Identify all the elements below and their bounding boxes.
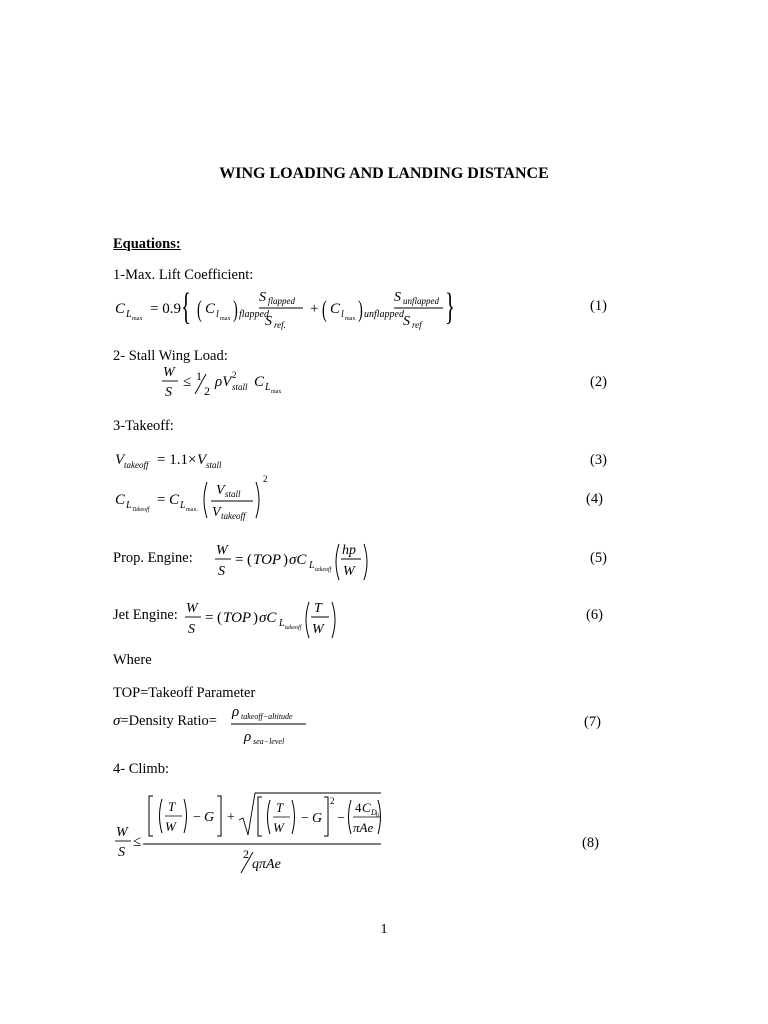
svg-text:sea−level: sea−level (253, 737, 285, 746)
section-stall-heading: 2- Stall Wing Load: (113, 348, 228, 364)
svg-text:S: S (188, 622, 195, 637)
equation-5 (213, 538, 373, 582)
equation-6 (183, 596, 343, 640)
svg-text:stall: stall (232, 382, 248, 392)
svg-text:=: = (235, 552, 244, 568)
svg-text:max: max (220, 316, 231, 322)
svg-text:ρ: ρ (232, 704, 240, 720)
equation-number-3: (3) (590, 452, 607, 468)
svg-text:S: S (394, 290, 401, 305)
svg-text:G: G (312, 811, 323, 826)
svg-text:S: S (118, 845, 125, 860)
page-title: WING LOADING AND LANDING DISTANCE (219, 165, 549, 182)
svg-text:L: L (309, 560, 315, 571)
section-lift-heading: 1-Max. Lift Coefficient: (113, 267, 254, 283)
svg-text:ρ: ρ (244, 729, 252, 745)
svg-text:W: W (312, 622, 324, 637)
svg-text:qπAe: qπAe (252, 857, 281, 872)
svg-text:W: W (116, 825, 128, 840)
svg-text:= 0.9: = 0.9 (150, 301, 181, 317)
svg-text:−: − (337, 811, 345, 826)
svg-text:+: + (227, 810, 235, 825)
svg-text:C: C (169, 492, 180, 508)
svg-text:C: C (330, 301, 341, 317)
svg-text:0: 0 (376, 813, 379, 819)
svg-text:T: T (314, 601, 322, 616)
svg-text:unflapped: unflapped (364, 309, 404, 320)
svg-text:T: T (276, 800, 284, 815)
equation-1 (113, 283, 473, 333)
svg-text:L: L (126, 500, 132, 511)
svg-text:stall: stall (206, 460, 222, 470)
svg-text:4: 4 (355, 800, 362, 815)
svg-text:W: W (216, 543, 228, 558)
svg-text:≤: ≤ (133, 834, 142, 850)
svg-text:2: 2 (232, 370, 237, 380)
svg-text:takeoff: takeoff (124, 460, 149, 470)
svg-text:=: = (157, 492, 166, 508)
svg-text:flapped: flapped (239, 309, 269, 320)
svg-text:ref: ref (412, 320, 422, 330)
svg-text:S: S (259, 290, 266, 305)
svg-text:G: G (204, 810, 215, 825)
svg-text:unflapped: unflapped (403, 296, 439, 306)
svg-text:takeoff−altitude: takeoff−altitude (241, 712, 293, 721)
svg-text:1: 1 (196, 369, 202, 383)
where-label: Where (113, 652, 152, 668)
sigma-definition-label: =Density Ratio= (120, 713, 217, 729)
svg-text:C: C (115, 492, 126, 508)
svg-text:W: W (163, 365, 175, 380)
svg-text:(: ( (197, 296, 202, 324)
equation-number-2: (2) (590, 374, 607, 390)
equation-8 (113, 790, 393, 875)
svg-text:C: C (362, 800, 371, 815)
svg-text:W: W (186, 601, 198, 616)
svg-text:S: S (403, 314, 410, 329)
equation-number-7: (7) (584, 714, 601, 730)
svg-text:(: ( (322, 296, 327, 324)
svg-text:S: S (165, 385, 172, 400)
equation-7 (230, 700, 320, 746)
svg-text:−: − (193, 810, 201, 825)
section-climb-heading: 4- Climb: (113, 761, 169, 777)
svg-text:C: C (115, 301, 126, 317)
svg-text:πAe: πAe (353, 820, 374, 835)
svg-text:{: { (181, 285, 192, 328)
svg-text:2: 2 (330, 796, 335, 806)
svg-text:W: W (343, 564, 355, 579)
svg-text:C: C (205, 301, 216, 317)
svg-text:≤: ≤ (183, 374, 192, 390)
svg-text:−: − (301, 811, 309, 826)
svg-text:Takeoff: Takeoff (132, 507, 150, 513)
svg-text:TOP: TOP (253, 552, 282, 568)
svg-text:max: max (345, 316, 356, 322)
svg-text:W: W (273, 820, 284, 835)
prop-engine-label: Prop. Engine: (113, 550, 193, 566)
svg-text:(: ( (247, 552, 252, 568)
svg-text:V: V (197, 452, 207, 468)
equation-number-4: (4) (586, 491, 603, 507)
svg-text:L: L (180, 500, 186, 511)
equation-2 (160, 362, 320, 402)
svg-text:C: C (254, 374, 265, 390)
svg-text:): ) (253, 610, 258, 626)
svg-text:): ) (233, 296, 238, 324)
svg-text:σC: σC (289, 552, 307, 568)
svg-text:max.: max. (186, 507, 198, 513)
svg-text:stall: stall (225, 489, 241, 499)
svg-text:TOP: TOP (223, 610, 252, 626)
svg-text:T: T (168, 799, 176, 814)
equation-3 (113, 448, 263, 472)
svg-text:flapped: flapped (268, 296, 295, 306)
svg-text:L: L (126, 309, 132, 320)
svg-text:V: V (212, 505, 221, 520)
svg-text:): ) (283, 552, 288, 568)
svg-text:ρV: ρV (215, 374, 232, 390)
svg-text:ref.: ref. (274, 320, 286, 330)
page-number: 1 (380, 922, 388, 937)
equation-4 (113, 472, 283, 526)
top-definition: TOP=Takeoff Parameter (113, 685, 256, 701)
svg-text:max: max (132, 316, 143, 322)
svg-text:D: D (371, 808, 377, 817)
section-takeoff-heading: 3-Takeoff: (113, 418, 174, 434)
svg-text:S: S (265, 314, 272, 329)
svg-text:l: l (216, 309, 219, 320)
svg-text:σC: σC (259, 610, 277, 626)
svg-text:l: l (341, 309, 344, 320)
svg-text:takeoff: takeoff (285, 625, 302, 631)
svg-text:V: V (115, 452, 125, 468)
jet-engine-label: Jet Engine: (113, 607, 178, 623)
svg-text:L: L (265, 382, 271, 393)
sigma-definition: σ=Density Ratio= (113, 713, 217, 729)
svg-text:max: max (271, 389, 282, 395)
svg-text:takeoff: takeoff (221, 511, 246, 521)
equation-number-1: (1) (590, 298, 607, 314)
svg-text:hp: hp (342, 543, 356, 558)
svg-text:V: V (216, 483, 225, 498)
svg-text:2: 2 (204, 384, 210, 398)
equations-heading: Equations: (113, 236, 181, 252)
svg-text:}: } (445, 285, 456, 328)
svg-text:=: = (205, 610, 214, 626)
equation-number-6: (6) (586, 607, 603, 623)
svg-text:(: ( (217, 610, 222, 626)
svg-text:): ) (358, 296, 363, 324)
svg-text:takeoff: takeoff (315, 567, 332, 573)
svg-text:+: + (310, 301, 319, 317)
equation-number-5: (5) (590, 550, 607, 566)
svg-text:2: 2 (243, 847, 249, 861)
svg-text:S: S (218, 564, 225, 579)
svg-text:= 1.1×: = 1.1× (157, 452, 197, 468)
equation-number-8: (8) (582, 835, 599, 851)
svg-text:2: 2 (263, 474, 268, 484)
svg-text:W: W (165, 819, 176, 834)
svg-text:L: L (279, 618, 285, 629)
